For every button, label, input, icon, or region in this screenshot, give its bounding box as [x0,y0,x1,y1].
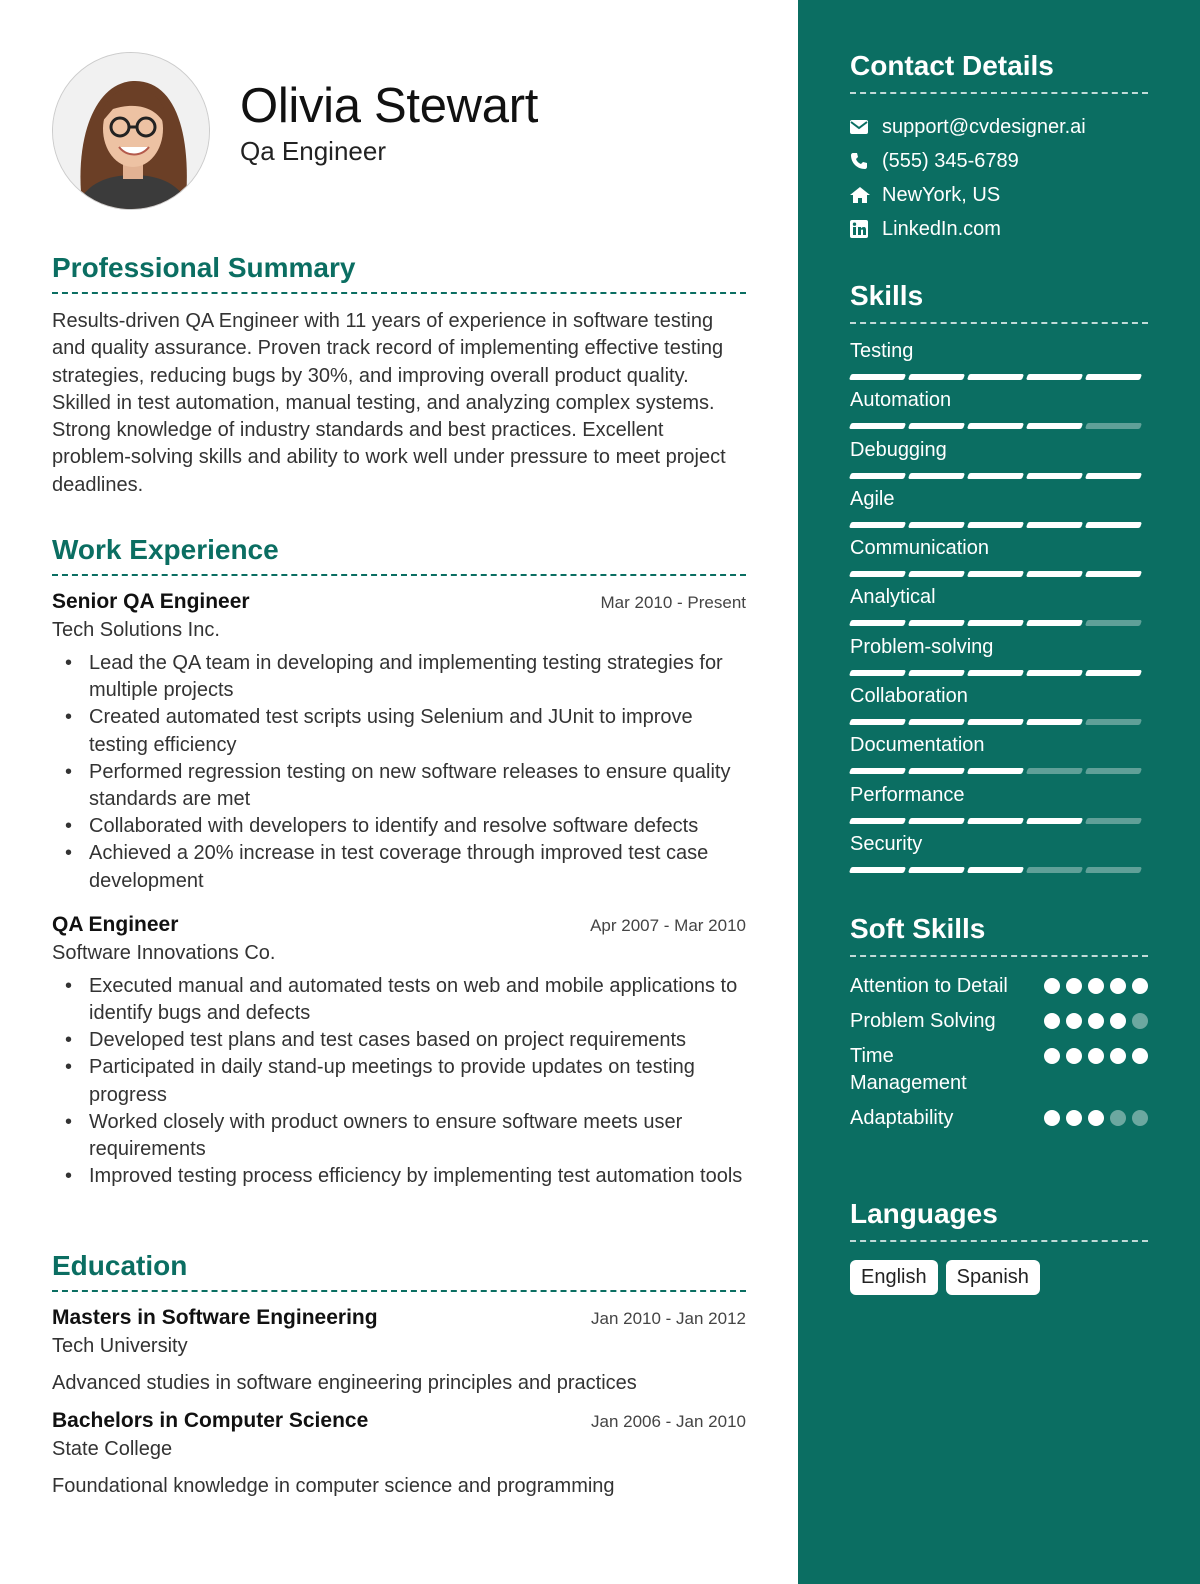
skill-level-segment [1085,473,1142,479]
skill-level-segment [1085,867,1142,873]
skill-name: Analytical [850,586,936,609]
skill-level-segment [967,719,1024,725]
contact-section [850,50,1148,246]
job-bullet: • Collaborated with developers to identify and resolve software defects [52,813,746,840]
skill-level-segment [967,473,1024,479]
soft-skill-list [850,973,1148,1132]
school-name: State College [52,1438,173,1460]
skill-level-segment [849,374,906,380]
soft-skills-section [850,913,1148,1140]
contact-email-text: support@cvdesigner.ai [882,115,1086,138]
skill-level-segment [1085,719,1142,725]
contact-location-text: NewYork, US [882,183,1001,206]
rating-dot [1044,978,1060,994]
skill-item [850,833,1148,882]
skill-level-segment [967,374,1024,380]
skill-name: Communication [850,537,989,560]
education-entry [52,1409,746,1498]
skill-level-bar [850,719,1148,725]
skills-section [850,280,1148,882]
skill-level-segment [908,522,965,528]
skill-list [850,340,1148,882]
skill-level-segment [1085,571,1142,577]
job-title: Senior QA Engineer [52,590,250,613]
professional-summary-section [52,252,746,499]
job-bullet: • Developed test plans and test cases based on project requirements [52,1027,746,1054]
job-bullets [52,973,746,1191]
skill-level-segment [1026,818,1083,824]
skill-item [850,586,1148,635]
skill-level-segment [849,571,906,577]
rating-dot [1132,1048,1148,1064]
job-title: QA Engineer [52,912,179,936]
job-entry [52,913,746,1191]
phone-icon [850,152,882,170]
soft-skill-item [850,1105,1148,1132]
skill-level-segment [908,670,965,676]
soft-skill-rating [1044,978,1148,994]
skill-name: Debugging [850,438,947,461]
candidate-title: Qa Engineer [240,136,386,166]
section-title-work: Work Experience [52,534,746,576]
skill-item [850,784,1148,833]
rating-dot [1044,1013,1060,1029]
languages-section [850,1198,1148,1295]
candidate-name: Olivia Stewart [240,79,539,133]
job-bullet: • Executed manual and automated tests on web and mobile applications to identify bugs and defects [52,973,746,1027]
skill-level-segment [1085,620,1142,626]
skill-level-segment [908,719,965,725]
rating-dot [1066,1013,1082,1029]
rating-dot [1088,1048,1104,1064]
job-bullet: • Created automated test scripts using Selenium and JUnit to improve testing efficiency [52,704,746,758]
rating-dot [1110,1110,1126,1126]
skill-level-segment [1085,522,1142,528]
skill-level-segment [849,473,906,479]
section-title-education: Education [52,1250,746,1292]
skill-level-segment [967,423,1024,429]
skill-level-bar [850,867,1148,873]
skill-level-segment [1026,423,1083,429]
soft-skill-rating [1044,1048,1148,1064]
job-bullet: • Worked closely with product owners to ensure software meets user requirements [52,1109,746,1163]
job-bullet: • Achieved a 20% increase in test coverage through improved test case development [52,840,746,894]
avatar-illustration [53,53,210,210]
language-badge: English [850,1260,938,1295]
skill-level-segment [849,620,906,626]
soft-skill-rating [1044,1013,1148,1029]
skill-level-bar [850,473,1148,479]
skill-level-segment [1085,374,1142,380]
skill-level-segment [1026,620,1083,626]
work-experience-section [52,534,746,1208]
section-title-contact: Contact Details [850,50,1148,94]
home-icon [850,187,882,203]
job-header [52,913,746,937]
education-date: Jan 2010 - Jan 2012 [590,1309,746,1328]
skill-level-segment [967,522,1024,528]
education-date: Jan 2006 - Jan 2010 [590,1412,746,1431]
job-date: Apr 2007 - Mar 2010 [590,915,746,935]
job-entry [52,590,746,895]
summary-text: Results-driven QA Engineer with 11 years of experience in software testing and quality assurance. Proven track record of implementing effective testing strategies, reducing bugs by 30%, and improving overall product quality. Skilled in test automation, manual testing, and analyzing complex systems. Strong knowledge of industry standards and best practices. Excellent problem-solving skills and ability to work well under pressure to meet project deadlines. [52,310,726,496]
contact-location [850,178,1148,212]
skill-item [850,439,1148,488]
job-bullet: • Performed regression testing on new software releases to ensure quality standards are met [52,759,746,813]
education-section [52,1250,746,1512]
skill-level-segment [849,818,906,824]
skill-item [850,685,1148,734]
skill-name: Collaboration [850,685,968,708]
skill-level-segment [1026,768,1083,774]
skill-level-segment [1026,867,1083,873]
skill-level-segment [908,423,965,429]
soft-skill-item [850,973,1148,1000]
skill-level-bar [850,571,1148,577]
skill-level-segment [908,768,965,774]
job-header [52,590,746,614]
school-name: Tech University [52,1335,188,1357]
skill-item [850,389,1148,438]
education-entry [52,1306,746,1395]
skill-level-bar [850,620,1148,626]
rating-dot [1066,1048,1082,1064]
skill-item [850,734,1148,783]
soft-skill-rating [1044,1110,1148,1126]
skill-level-segment [1085,423,1142,429]
skill-level-segment [908,374,965,380]
skill-level-segment [849,768,906,774]
job-company: Software Innovations Co. [52,941,276,964]
envelope-icon [850,120,882,134]
degree-title: Masters in Software Engineering [52,1306,378,1329]
soft-skill-name: Time Management [850,1045,967,1094]
soft-skill-name: Adaptability [850,1107,954,1129]
section-title-skills: Skills [850,280,1148,324]
skill-level-segment [1026,670,1083,676]
education-header [52,1306,746,1330]
skill-name: Performance [850,783,965,806]
education-header [52,1409,746,1433]
skill-item [850,488,1148,537]
rating-dot [1066,1110,1082,1126]
contact-email[interactable] [850,110,1148,144]
job-company: Tech Solutions Inc. [52,619,220,641]
section-title-languages: Languages [850,1198,1148,1242]
rating-dot [1132,1110,1148,1126]
contact-linkedin-text: LinkedIn.com [882,217,1001,240]
skill-level-segment [849,670,906,676]
section-title-summary: Professional Summary [52,252,746,294]
profile-photo [52,52,210,210]
skill-level-bar [850,522,1148,528]
job-bullet: • Lead the QA team in developing and implementing testing strategies for multiple projects [52,650,746,704]
skill-item [850,636,1148,685]
skill-level-segment [849,522,906,528]
rating-dot [1044,1048,1060,1064]
skill-level-segment [908,473,965,479]
contact-linkedin[interactable] [850,212,1148,246]
section-title-soft-skills: Soft Skills [850,913,1148,957]
skill-level-bar [850,818,1148,824]
skill-level-segment [967,867,1024,873]
skill-level-segment [908,818,965,824]
skill-level-segment [849,423,906,429]
sidebar [798,0,1200,1584]
skill-name: Problem-solving [850,635,994,658]
soft-skill-item [850,1008,1148,1035]
rating-dot [1066,978,1082,994]
skill-level-segment [1085,768,1142,774]
skill-level-segment [967,620,1024,626]
job-bullet: • Improved testing process efficiency by implementing test automation tools [52,1163,746,1190]
skill-level-segment [1085,670,1142,676]
skill-level-segment [1026,571,1083,577]
rating-dot [1132,978,1148,994]
contact-phone[interactable] [850,144,1148,178]
skill-level-segment [1085,818,1142,824]
rating-dot [1088,1013,1104,1029]
soft-skill-item [850,1043,1148,1097]
skill-name: Security [850,832,923,855]
job-bullets [52,650,746,895]
skill-level-segment [908,620,965,626]
skill-name: Agile [850,487,895,510]
rating-dot [1044,1110,1060,1126]
rating-dot [1132,1013,1148,1029]
language-list [850,1260,1148,1295]
job-bullet: • Participated in daily stand-up meetings to provide updates on testing progress [52,1054,746,1108]
skill-level-segment [967,571,1024,577]
skill-level-segment [967,768,1024,774]
skill-level-segment [849,719,906,725]
rating-dot [1088,978,1104,994]
skill-level-bar [850,768,1148,774]
skill-name: Automation [850,389,952,412]
skill-level-segment [908,867,965,873]
skill-level-bar [850,374,1148,380]
rating-dot [1110,1013,1126,1029]
language-badge: Spanish [946,1260,1040,1295]
rating-dot [1110,978,1126,994]
contact-list [850,110,1148,246]
skill-level-segment [908,571,965,577]
rating-dot [1088,1110,1104,1126]
rating-dot [1110,1048,1126,1064]
education-description: Advanced studies in software engineering principles and practices [52,1372,637,1394]
skill-level-segment [1026,719,1083,725]
skill-item [850,340,1148,389]
skill-name: Documentation [850,734,985,757]
degree-title: Bachelors in Computer Science [52,1409,369,1432]
linkedin-icon [850,220,882,238]
skill-name: Testing [850,340,914,362]
contact-phone-text: (555) 345-6789 [882,149,1019,172]
education-description: Foundational knowledge in computer science and programming [52,1475,615,1497]
skill-level-segment [967,670,1024,676]
skill-level-segment [967,818,1024,824]
skill-level-segment [1026,473,1083,479]
skill-level-bar [850,423,1148,429]
skill-level-bar [850,670,1148,676]
soft-skill-name: Problem Solving [850,1010,996,1032]
skill-item [850,537,1148,586]
skill-level-segment [1026,374,1083,380]
job-date: Mar 2010 - Present [600,593,746,612]
skill-level-segment [1026,522,1083,528]
skill-level-segment [849,867,906,873]
soft-skill-name: Attention to Detail [850,975,1008,997]
